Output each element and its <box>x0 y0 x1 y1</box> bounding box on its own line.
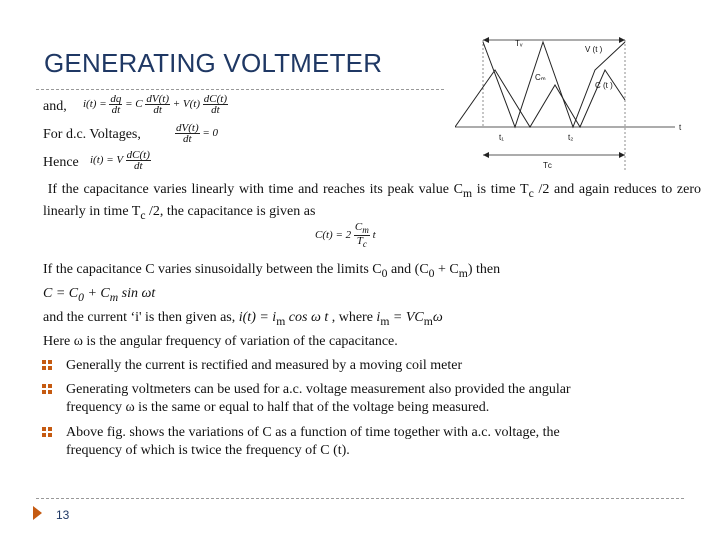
text-sinusoidal: If the capacitance C varies sinusoidally between the limits $C_0$ and $(C_0 + C_m)$ then <box>43 262 501 280</box>
tc-arrow-left <box>483 152 489 158</box>
label-ct: C (t ) <box>595 81 613 90</box>
footer-divider <box>36 498 684 499</box>
equation-linear-capacitance: C(t) = 2 $\frac{C_m}{T_c}$ t <box>315 221 376 250</box>
text-and: and, <box>43 99 67 114</box>
text-c-equation: $C = C_0 + C_m$ sin ωt <box>43 286 156 304</box>
label-t1: t₁ <box>499 133 504 142</box>
equation-hence: i(t) = V $\frac{dC(t)}{dt}$ <box>90 149 150 172</box>
equation-current-general: i(t) = $\frac{dq}{dt}$ = C $\frac{dV(t)}{dt}$ + V(t) $\frac{dC(t)}{dt}$ <box>83 93 228 116</box>
label-tc: Tᴄ <box>543 161 552 170</box>
label-t2: t₂ <box>568 133 574 142</box>
title-divider <box>36 89 444 90</box>
bullet-item-1 <box>42 357 702 375</box>
paragraph-linear-variation: If the capacitance varies linearly with time and reaches its peak value $C_m$ is time $T_c$ /2 and again reduces to zero linearly in time $T_c$ /2, the capacitance is given as <box>43 182 702 222</box>
text-dc-voltages: For d.c. Voltages, <box>43 127 141 142</box>
capacitance-voltage-diagram <box>455 30 690 170</box>
equation-dc: $\frac{dV(t)}{dt}$ = 0 <box>176 122 219 145</box>
bullet-item-2 <box>42 381 702 417</box>
tv-arrow-left <box>483 37 489 43</box>
bullet-icon <box>42 427 52 437</box>
text-omega: Here ω is the angular frequency of variation of the capacitance. <box>43 334 398 349</box>
bullet-icon <box>42 384 52 394</box>
tv-arrow-right <box>619 37 625 43</box>
bullet-text-cont: frequency ω is the same or equal to half that of the voltage being measured. <box>66 400 490 415</box>
slide-title: GENERATING VOLTMETER <box>44 48 383 78</box>
tc-arrow-right <box>619 152 625 158</box>
text-hence: Hence <box>43 155 79 170</box>
bullet-item-3 <box>42 424 702 460</box>
bullet-icon <box>42 360 52 370</box>
label-vt: V (t ) <box>585 45 603 54</box>
bullet-text: Generally the current is rectified and measured by a moving coil meter <box>66 358 463 373</box>
label-cm: Cₘ <box>535 73 546 82</box>
label-axis-t: t <box>679 123 682 132</box>
label-tv: Tᵥ <box>515 39 523 48</box>
page-number: 13 <box>56 508 70 522</box>
page-marker-icon <box>33 506 42 520</box>
bullet-text-cont: frequency of which is twice the frequency of C (t). <box>66 443 350 458</box>
bullet-text: Above fig. shows the variations of C as a function of time together with a.c. voltage, the <box>66 425 560 440</box>
text-current: and the current ‘i' is then given as, $i(t) = i_m$ cos ω t , where $i_m = VC_m\omega$ <box>43 310 443 328</box>
bullet-text: Generating voltmeters can be used for a.c. voltage measurement also provided the angular <box>66 382 571 397</box>
